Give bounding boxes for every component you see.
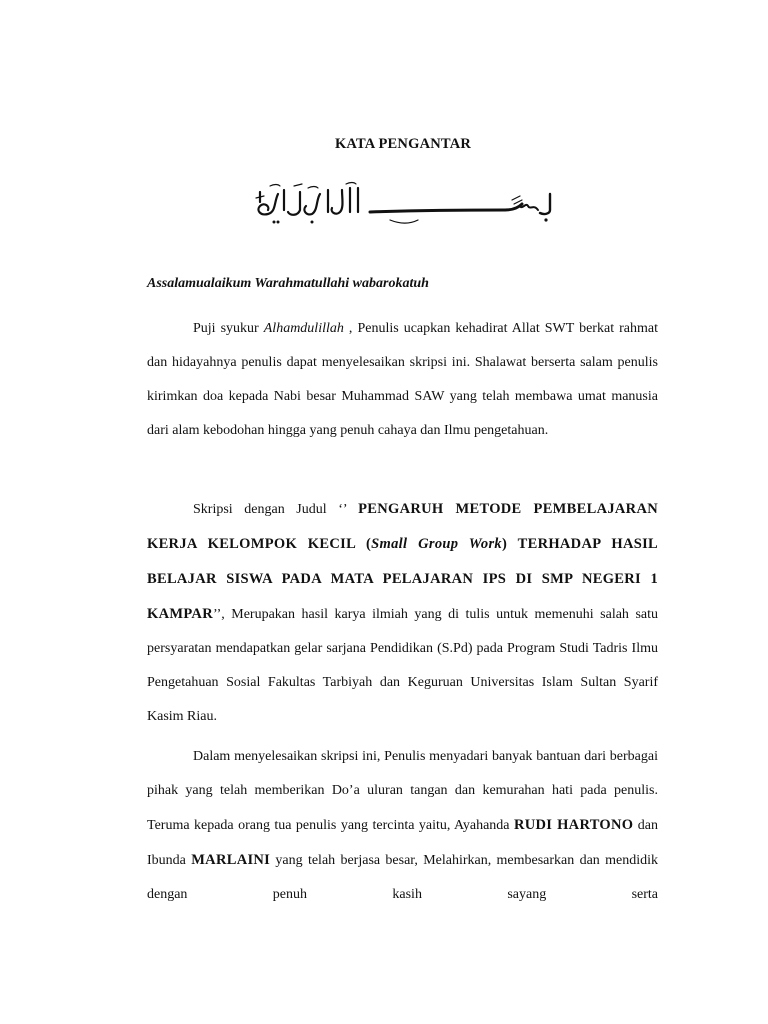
- p2-rest: ’’, Merupakan hasil karya ilmiah yang di tulis untuk memenuhi salah satu persyaratan mendapatkan gelar sarjana Pendidikan (S.Pd) pada Program Studi Tadris Ilmu Pengetahuan Sosial Fakultas Tarbiyah dan Keguruan Universitas Islam Sultan Syarif Kasim Riau.: [147, 607, 658, 724]
- paragraph-acknowledgement: [147, 740, 658, 912]
- paragraph-title: [147, 492, 658, 734]
- paragraph-opening: [147, 312, 658, 448]
- p2-intro: Skripsi dengan Judul ‘’: [193, 502, 359, 517]
- p3-mid: dan Ibunda: [147, 818, 658, 868]
- p1-term: Alhamdulillah: [263, 321, 344, 336]
- p1-intro: Puji syukur: [193, 321, 264, 336]
- greeting: Assalamualaikum Warahmatullahi wabarokatuh: [147, 276, 429, 291]
- bismillah-calligraphy-icon: [250, 180, 560, 230]
- page-title: KATA PENGANTAR: [334, 136, 472, 152]
- p3-intro: Dalam menyelesaikan skripsi ini, Penulis menyadari banyak bantuan dari berbagai pihak yang telah memberikan Do’a uluran tangan dan kemurahan hati pada penulis. Teruma kepada orang tua penulis yang tercinta yaitu, Ayahanda: [147, 749, 658, 833]
- thesis-title-a: PENGARUH METODE PEMBELAJARAN KERJA KELOMPOK KECIL (: [147, 501, 658, 552]
- p3-rest: yang telah berjasa besar, Melahirkan, membesarkan dan mendidik dengan penuh kasih sayang serta: [147, 853, 658, 902]
- father-name: RUDI HARTONO: [513, 817, 634, 833]
- thesis-title-italic: Small Group Work: [371, 536, 502, 552]
- mother-name: MARLAINI: [191, 852, 271, 868]
- thesis-title-b: ) TERHADAP HASIL BELAJAR SISWA PADA MATA PELAJARAN IPS DI SMP NEGERI 1 KAMPAR: [147, 536, 658, 622]
- p1-rest: , Penulis ucapkan kehadirat Allat SWT berkat rahmat dan hidayahnya penulis dapat menyelesaikan skripsi ini. Shalawat berserta salam penulis kirimkan doa kepada Nabi besar Muhammad SAW yang telah membawa umat manusia dari alam kebodohan hingga yang penuh cahaya dan Ilmu pengetahuan.: [147, 321, 658, 438]
